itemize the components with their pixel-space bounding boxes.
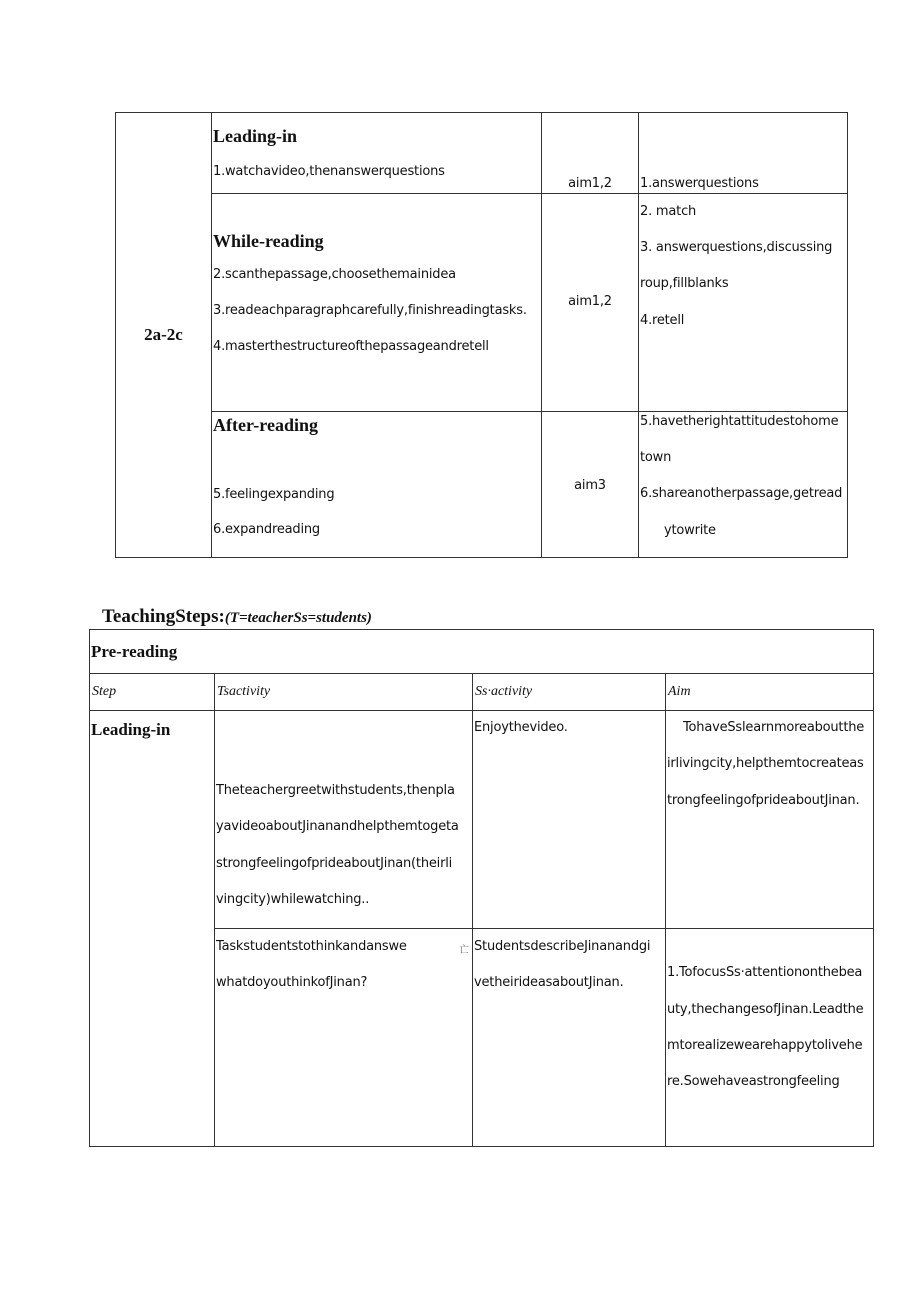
aim-value: aim1,2: [568, 294, 612, 309]
t-activity-cell-1: [215, 711, 473, 929]
aim-line: 1.TofocusSs·attentiononthebea: [667, 965, 863, 980]
outcome-item: 4.retell: [640, 313, 685, 328]
activity-cell-1: [212, 113, 542, 194]
row-heading: After-reading: [213, 415, 318, 435]
activity-item: 3.readeachparagraphcarefully,finishreadingtasks.: [213, 303, 527, 318]
header-step: Step: [90, 674, 215, 711]
section-row: [90, 630, 874, 674]
outcome-item: roup,fillblanks: [640, 276, 729, 291]
lesson-code: 2a-2c: [144, 325, 183, 344]
activity-item: 2.scanthepassage,choosethemainidea: [213, 267, 456, 282]
aim-value: aim3: [574, 478, 606, 493]
outcome-item: 6.shareanotherpassage,getread: [640, 486, 843, 501]
t-activity-line: whatdoyouthinkofJinan?: [216, 975, 368, 990]
aim-cell-1: [542, 113, 639, 194]
aim-line: trongfeelingofprideaboutJinan.: [667, 793, 860, 808]
t-activity-line: Taskstudentstothinkandanswe: [216, 939, 407, 954]
title-note: (T=teacherSs=students): [224, 610, 372, 626]
header-t-activity: Tsactivity: [215, 674, 473, 711]
step-name: Leading-in: [91, 720, 171, 739]
t-activity-line: strongfeelingofprideaboutJinan(theirli: [216, 856, 453, 871]
t-activity-line: Theteachergreetwithstudents,thenpla: [216, 783, 455, 798]
header-aim: Aim: [666, 674, 874, 711]
teaching-steps-title: [102, 606, 372, 628]
outcome-item: 2. match: [640, 204, 697, 219]
t-activity-cell-2: [215, 929, 473, 1147]
activity-cell-3: [212, 412, 542, 558]
ss-activity-line: vetheirideasaboutJinan.: [474, 975, 624, 990]
outcome-item: town: [640, 450, 672, 465]
aim-cell-2: [542, 194, 639, 412]
header-ss-activity: Ss·activity: [473, 674, 666, 711]
activity-cell-2: [212, 194, 542, 412]
aim-line: re.Sowehaveastrongfeeling: [667, 1074, 840, 1089]
stray-mark: 亡: [459, 945, 469, 956]
ss-activity-line: StudentsdescribeJinanandgi: [474, 939, 651, 954]
activity-item: 1.watchavideo,thenanswerquestions: [213, 164, 445, 179]
aim-cell-3: [542, 412, 639, 558]
teaching-steps-table: [89, 629, 874, 1147]
row-heading: While-reading: [213, 231, 324, 251]
row-heading: Leading-in: [213, 126, 298, 146]
t-activity-line: yavideoaboutJinanandhelpthemtogeta: [216, 819, 459, 834]
lesson-cell: [116, 113, 212, 558]
outcome-item: ytowrite: [664, 523, 716, 538]
outcome-cell-3: [639, 412, 848, 558]
t-activity-line: vingcity)whilewatching..: [216, 892, 370, 907]
outcome-item: 3. answerquestions,discussing: [640, 240, 833, 255]
aim-line: TohaveSslearnmoreaboutthe: [683, 720, 865, 735]
outcome-item: 1.answerquestions: [640, 176, 759, 191]
outcome-item: 5.havetherightattitudestohome: [640, 414, 839, 429]
step-cell: [90, 711, 215, 1147]
aim-cell-row1: [666, 711, 874, 929]
activity-item: 4.masterthestructureofthepassageandretell: [213, 339, 489, 354]
ss-activity-line: Enjoythevideo.: [474, 720, 568, 735]
title-main: TeachingSteps:: [102, 606, 225, 627]
aim-line: uty,thechangesofJinan.Leadthe: [667, 1002, 864, 1017]
aim-line: mtorealizewearehappytolivehe: [667, 1038, 863, 1053]
outcome-cell-2: [639, 194, 848, 412]
section-heading: Pre-reading: [91, 642, 178, 661]
activity-item: 5.feelingexpanding: [213, 487, 335, 502]
aim-value: aim1,2: [568, 176, 612, 191]
aim-cell-row2: [666, 929, 874, 1147]
ss-activity-cell-2: [473, 929, 666, 1147]
aim-line: irlivingcity,helpthemtocreateas: [667, 756, 864, 771]
ss-activity-cell-1: [473, 711, 666, 929]
lesson-plan-table: [115, 112, 848, 558]
outcome-cell-1: [639, 113, 848, 194]
activity-item: 6.expandreading: [213, 522, 320, 537]
